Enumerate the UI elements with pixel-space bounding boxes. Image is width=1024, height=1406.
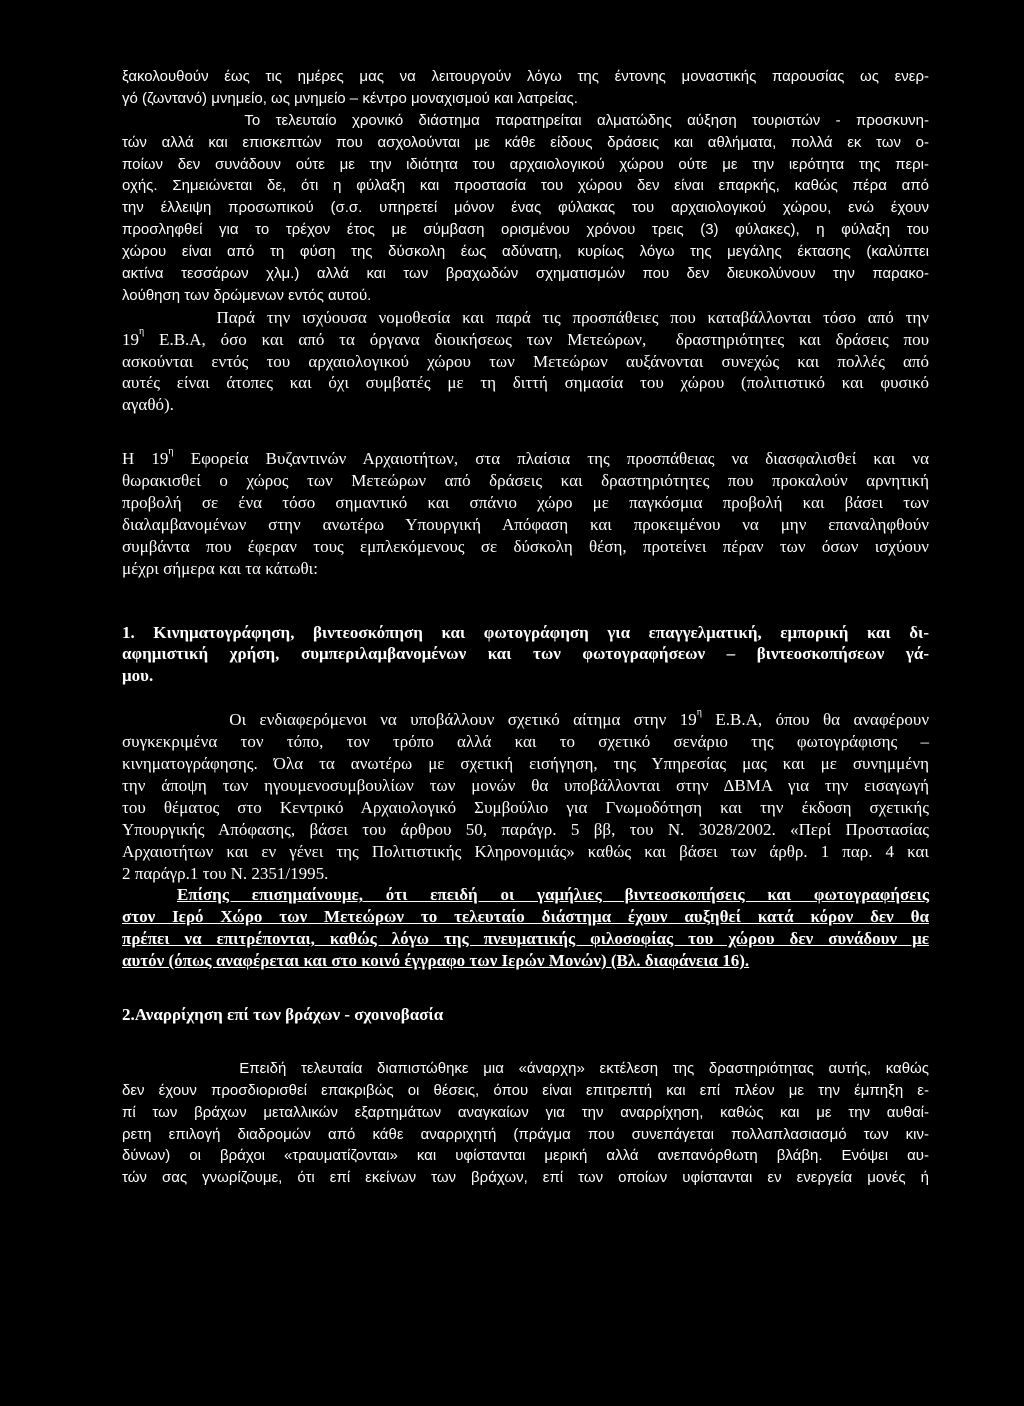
text-line: πί των βράχων μεταλλικών εξαρτημάτων αναγκαίων για την αναρρίχηση, καθώς και με την αυθαί- bbox=[122, 1103, 929, 1121]
text-line: αγαθό). bbox=[122, 395, 174, 415]
text-span: Εφορεία Βυζαντινών Αρχαιοτήτων, στα πλαίσια της προσπάθειας να διασφαλισθεί και να bbox=[173, 449, 929, 469]
text-line: προβολή σε ένα τόσο σημαντικό και σπάνιο χώρο με παγκόσμια προβολή και βάσει των bbox=[122, 493, 929, 513]
text-line: θωρακισθεί ο χώρος των Μετεώρων από δράσεις και δραστηριότητες που προκαλούν αρνητική bbox=[122, 471, 929, 491]
text-line: την άποψη των ηγουμενοσυμβουλίων των μονών θα υποβάλλονται στην ΔΒΜΑ για την εισαγωγή bbox=[122, 775, 929, 795]
spacer bbox=[122, 580, 929, 622]
text-span: Η 19 bbox=[122, 449, 169, 469]
text-line: Το τελευταίο χρονικό διάστημα παρατηρείται αλματώδης αύξηση τουριστών - προσκυνη- bbox=[122, 111, 929, 129]
text-line: διαλαμβανομένων στην ανωτέρω Υπουργική Απόφαση και προκειμένου να μην επαναληφθούν bbox=[122, 514, 929, 534]
text-line: δύνων) οι βράχοι «τραυματίζονται» και υφίστανται μερική αλλά ανεπανόρθωτη βλάβη. Ενόψει αυ- bbox=[122, 1147, 929, 1165]
text-line: χώρου είναι από τη φύση της δύσκολη έως αδύνατη, κυρίως λόγω της μεγάλης έκτασης (καλύπτει bbox=[122, 243, 929, 261]
spacer bbox=[122, 1026, 929, 1058]
text-span: Οι ενδιαφερόμενοι να υποβάλλουν σχετικό αίτημα στην 19 bbox=[122, 710, 697, 730]
text-line: τών σας γνωρίζουμε, ότι επί εκείνων των βράχων, επί των οποίων υφίστανται εν ενεργεία μονές ή bbox=[122, 1169, 929, 1187]
text-line: προσληφθεί για το τρέχον έτος με σύμβαση ορισμένου χρόνου τρεις (3) φύλακες), η φύλαξη του bbox=[122, 221, 929, 239]
superscript: η bbox=[139, 326, 145, 338]
section-heading-2 bbox=[122, 1004, 929, 1026]
text-line: ρετη επιλογή διαδρομών από κάθε αναρριχητή (πράγμα που συνεπάγεται πολλαπλασιασμό των κιν- bbox=[122, 1125, 929, 1143]
text-line: την έλλειψη προσωπικού (σ.σ. υπηρετεί μόνον ένας φύλακας του αρχαιολογικού χώρου, ενώ έχουν bbox=[122, 199, 929, 217]
text-line: Επειδή τελευταία διαπιστώθηκε μια «άναρχη» εκτέλεση της δραστηριότητας αυτής, καθώς bbox=[122, 1059, 929, 1077]
text-line: ακτίνα τεσσάρων χλμ.) αλλά και των βραχωδών σχηματισμών που δεν διευκολύνουν την παρακο- bbox=[122, 265, 929, 283]
paragraph-proposal bbox=[122, 445, 929, 579]
paragraph-legislation bbox=[122, 307, 929, 416]
paragraph-climbing bbox=[122, 1058, 929, 1189]
document-page bbox=[122, 66, 929, 1189]
paragraph-filming bbox=[122, 706, 930, 884]
section-heading-1 bbox=[122, 622, 929, 688]
text-line: στον Ιερό Χώρο των Μετεώρων το τελευταίο διάστημα έχουν αυξηθεί κατά κόρον δεν θα bbox=[122, 907, 929, 927]
paragraph-tourism bbox=[122, 66, 929, 307]
superscript: η bbox=[696, 706, 703, 718]
text-line bbox=[122, 326, 929, 351]
text-line: αφημιστική χρήση, συμπεριλαμβανομένων και των φωτογραφήσεων – βιντεοσκοπήσεων γά- bbox=[122, 644, 929, 664]
text-line: ασκούνται εντός του αρχαιολογικού χώρου των Μετεώρων αυξάνονται συνεχώς και πολλές από bbox=[122, 351, 929, 371]
text-line: κινηματογράφησης. Όλα τα ανωτέρω με σχετική εισήγηση, της Υπηρεσίας μας και με συνημμένη bbox=[122, 754, 929, 774]
paragraph-wedding-notice bbox=[122, 884, 929, 972]
text-line: τών αλλά και επισκεπτών που ασχολούνται με κάθε είδους δράσεις και αθλήματα, πολλά εκ των ο- bbox=[122, 133, 929, 151]
text-line: γό (ζωντανό) μνημείο, ως μνημείο – κέντρο μοναχισμού και λατρείας. bbox=[122, 89, 578, 107]
text-line bbox=[122, 706, 930, 731]
superscript: η bbox=[168, 445, 174, 457]
text-line: Επίσης επισημαίνουμε, ότι επειδή οι γαμήλιες βιντεοσκοπήσεις και φωτογραφήσεις bbox=[177, 885, 929, 905]
spacer bbox=[122, 687, 929, 709]
text-line: Παρά την ισχύουσα νομοθεσία και παρά τις προσπάθειες που καταβάλλονται τόσο από την bbox=[122, 307, 929, 327]
text-line: αυτές είναι άτοπες και όχι συμβατές με τη διττή σημασία του χώρου (πολιτιστικό και φυσικό bbox=[122, 373, 929, 393]
text-span: 19 bbox=[122, 329, 139, 349]
text-span: Ε.Β.Α, όσο και από τα όργανα διοικήσεως των Μετεώρων, δραστηριότητες και δράσεις που bbox=[144, 329, 929, 349]
text-line: Αρχαιοτήτων και εν γένει της Πολιτιστικής Κληρονομιάς» καθώς και βάσει των άρθρ. 1 παρ. 4 και bbox=[122, 841, 929, 861]
spacer bbox=[122, 972, 929, 1004]
text-line: 1. Κινηματογράφηση, βιντεοσκόπηση και φωτογράφηση για επαγγελματική, εμπορική και δι- bbox=[122, 622, 929, 642]
text-line: αυτόν (όπως αναφέρεται και στο κοινό έγγραφο των Ιερών Μονών) (Βλ. διαφάνεια 16). bbox=[122, 951, 750, 971]
text-line: μου. bbox=[122, 666, 154, 686]
text-line: 2.Αναρρίχηση επί των βράχων - σχοινοβασία bbox=[122, 1004, 444, 1024]
text-line: λούθηση των δρώμενων εντός αυτού. bbox=[122, 286, 372, 304]
text-line: συγκεκριμένα τον τόπο, τον τρόπο αλλά και το σχετικό σενάριο της φωτογράφισης – bbox=[122, 732, 929, 752]
text-line: συμβάντα που έφεραν τους εμπλεκόμενους σε δύσκολη θέση, προτείνει πέραν των όσων ισχύουν bbox=[122, 536, 929, 556]
spacer bbox=[122, 416, 929, 448]
text-line bbox=[122, 445, 929, 470]
text-line: ξακολουθούν έως τις ημέρες μας να λειτουργούν λόγω της έντονης μοναστικής παρουσίας ως ενερ- bbox=[122, 68, 929, 85]
text-line: ποίων δεν συνάδουν ούτε με την ιδιότητα του αρχαιολογικού χώρου ούτε με την ιερότητα της περι- bbox=[122, 155, 929, 173]
text-line: μέχρι σήμερα και τα κάτωθι: bbox=[122, 558, 318, 578]
text-line: πρέπει να επιτρέπονται, καθώς λόγω της πνευματικής φιλοσοφίας του χώρου δεν συνάδουν με bbox=[122, 929, 929, 949]
text-line: 2 παράγρ.1 του Ν. 2351/1995. bbox=[122, 863, 329, 883]
text-span: Ε.Β.Α, όπου θα αναφέρουν bbox=[702, 710, 930, 730]
text-line: Υπουργικής Απόφασης, βάσει του άρθρου 50, παράγρ. 5 ββ, του Ν. 3028/2002. «Περί Προστασίας bbox=[122, 819, 929, 839]
text-line: δεν έχουν προσδιορισθεί επακριβώς οι θέσεις, όπου είναι επιτρεπτή και επί πλέον με την έμπηξη ε- bbox=[122, 1081, 929, 1099]
text-line: του θέματος στο Κεντρικό Αρχαιολογικό Συμβούλιο για Γνωμοδότηση και την έκδοση σχετικής bbox=[122, 797, 929, 817]
text-line: οχής. Σημειώνεται δε, ότι η φύλαξη και προστασία του χώρου δεν είναι επαρκής, καθώς πέρα από bbox=[122, 177, 929, 195]
